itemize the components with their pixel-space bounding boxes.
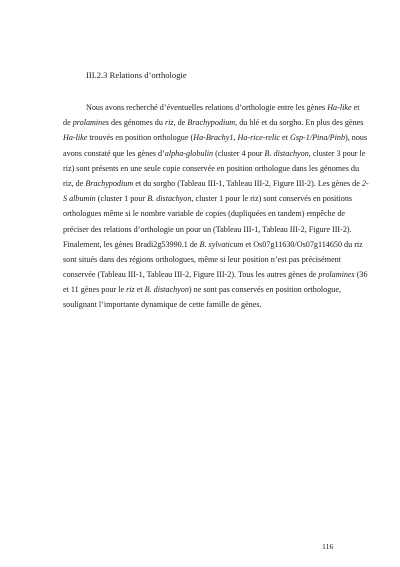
text-run: ), nous [345,133,368,143]
text-run: préciser des relations d’orthologie un pour un (Tableau III-1, Tableau III-2, Figure III-2). [63,224,352,234]
paragraph-line [63,222,352,237]
paragraph-line [63,237,363,252]
italic-run: B. distachyon [147,194,192,204]
paragraph-line [63,100,360,115]
text-run: de [63,118,73,128]
paragraph-line [63,297,341,312]
italic-run: Ha-rice-relic [237,133,281,143]
paragraph-line [63,206,346,221]
text-run: sont situés dans des régions orthologues, même si leur position n’est pas précisément [63,254,341,264]
italic-run: B. distachyon [144,285,189,295]
text-run: et Os07g11630/Os07g114650 du riz [243,239,363,249]
text-run: des génomes du [108,118,165,128]
text-run: avons constaté que les gènes d’ [63,148,165,158]
text-run: et du sorgho (Tableau III-1, Tableau III-2, Figure III-2). Les gènes de [133,178,362,188]
paragraph-line [63,267,368,282]
paragraph-line [63,146,366,161]
text-run: , de [173,118,188,128]
italic-run: alpha-globulin [164,148,214,158]
paragraph-line [63,115,364,130]
text-run: , du blé et du sorgho. En plus des gènes [235,118,364,128]
italic-run: prolamines [72,118,109,128]
paragraph-line [63,282,341,297]
italic-run: riz [164,118,174,128]
text-run: et [351,103,360,112]
text-run: conservée (Tableau III-1, Tableau III-2, Figure III-2). Tous les autres gènes de [63,270,319,280]
paragraph-line [63,191,353,206]
italic-run: Ha-like [327,103,352,112]
text-run: Nous avons recherché d’éventuelles relations d’orthologie entre les gènes [86,103,328,112]
text-run: Finalement, les gènes Bradi2g53990.1 de [63,239,200,249]
paragraph-line [63,130,368,145]
page-number: 116 [322,542,334,551]
text-run: (cluster 1 pour [95,194,148,204]
text-run: riz, de [63,178,86,188]
italic-run: S albumin [63,194,96,204]
text-run: orthologues même si le nombre variable de copies (dupliquées en tandem) empêche de [63,209,346,219]
text-run: , cluster 1 pour le riz) sont conservés en positions [191,194,353,204]
paragraph-line [63,176,369,191]
italic-run: 2- [361,178,369,188]
section-title: III.2.3 Relations d’orthologie [86,70,187,80]
paragraph-line [63,161,360,176]
italic-run: Brachypodium [187,118,236,128]
paragraph-line [63,252,341,267]
italic-run: B. distachyon [264,148,309,158]
text-run: riz) sont présents en une seule copie conservée en position orthologue dans les génomes du [63,163,360,173]
text-run: ) ne sont pas conservés en position orthologue, [188,285,341,295]
text-run: trouvés en position orthologue ( [87,133,194,143]
text-run: (cluster 4 pour [213,148,265,158]
italic-run: riz [126,285,135,295]
body-paragraph [63,100,369,313]
text-run: et [280,133,290,143]
italic-run: Ha-like [63,133,88,143]
italic-run: Brachypodium [85,178,134,188]
italic-run: Gsp-1/Pina/Pinb [289,133,346,143]
text-run: , [233,133,238,143]
italic-run: prolamines [318,270,355,280]
text-run: , cluster 3 pour le [308,148,366,158]
text-run: et 11 gènes pour le [63,285,127,295]
text-run: et [134,285,145,295]
text-run: (36 [354,270,368,280]
italic-run: B. sylvaticum [199,239,244,249]
italic-run: Ha-Brachy1 [193,133,234,143]
text-run: soulignant l’importante dynamique de cette famille de gènes. [63,300,262,310]
